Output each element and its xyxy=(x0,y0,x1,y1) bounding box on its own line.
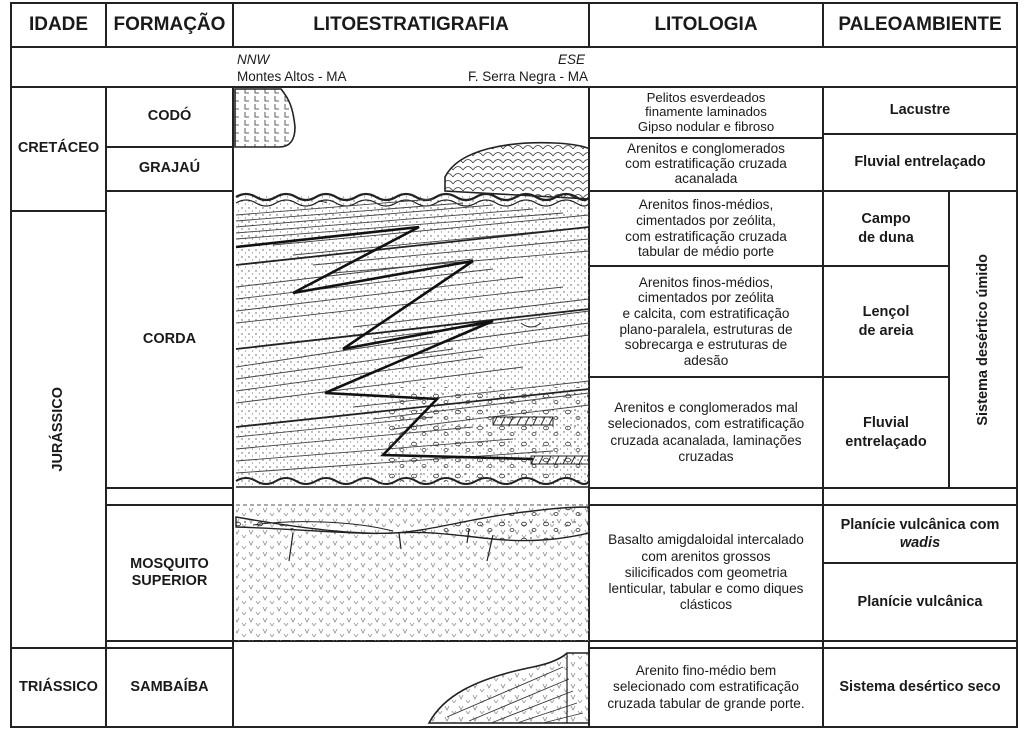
place-left: Montes Altos - MA xyxy=(237,69,347,84)
formation-codo: CODÓ xyxy=(147,108,192,125)
paleo-sistema-desertico-umido xyxy=(949,191,1017,488)
formation-corda: CORDA xyxy=(142,330,197,347)
codo-lens-shape xyxy=(235,89,295,147)
direction-left: NNW xyxy=(237,52,270,67)
lithology-codo: Pelitos esverdeados finamente laminados Gipso nodular e fibroso xyxy=(637,89,775,134)
sambaiba-sandstone-body xyxy=(429,653,589,723)
direction-right: ESE xyxy=(557,52,585,67)
formation-sambaiba: SAMBAÍBA xyxy=(130,678,209,695)
header-idade: IDADE xyxy=(28,14,89,35)
paleo-planicie-com-wadis-italic: wadis xyxy=(899,535,941,551)
paleo-planicie-com-wadis xyxy=(823,505,1017,563)
lithology-corda-3: Arenitos e conglomerados mal selecionados, com estratificação cruzada acanalada, laminações cruzadas xyxy=(607,399,805,464)
paleo-sistema-desertico-umido-label: Sistema desértico úmido xyxy=(974,253,991,426)
paleo-planicie-vulcanica: Planície vulcânica xyxy=(857,593,983,610)
lithology-grajau: Arenitos e conglomerados com estratificação cruzada acanalada xyxy=(625,141,787,186)
age-jurassico xyxy=(11,211,106,648)
paleo-fluvial-entrelacado-1: Fluvial entrelaçado xyxy=(854,154,986,171)
age-jurassico-label: JURÁSSICO xyxy=(49,387,66,472)
paleo-campo-de-duna: Campo de duna xyxy=(858,211,914,246)
mosquito-basalt-body xyxy=(236,505,589,641)
paleo-lacustre: Lacustre xyxy=(889,102,951,119)
paleo-lencol-de-areia: Lençol de areia xyxy=(858,304,914,339)
header-litoestratigrafia: LITOESTRATIGRAFIA xyxy=(313,14,509,35)
formation-mosquito-superior: MOSQUITO SUPERIOR xyxy=(130,555,209,589)
header-litologia: LITOLOGIA xyxy=(654,14,758,35)
place-right: F. Serra Negra - MA xyxy=(467,69,588,84)
lithology-sambaiba: Arenito fino-médio bem selecionado com estratificação cruzada tabular de grande porte. xyxy=(607,663,805,711)
grajau-lens-shape xyxy=(445,143,589,199)
paleo-fluvial-entrelacado-2: Fluvial entrelaçado xyxy=(845,415,927,450)
age-triassico: TRIÁSSICO xyxy=(19,678,98,695)
lithology-mosquito: Basalto amigdaloidal intercalado com arenitos grossos silicificados com geometria lenticular, tabular e como diques clásticos xyxy=(608,532,804,613)
corda-sandstone-body xyxy=(236,194,589,487)
formation-grajau: GRAJAÚ xyxy=(138,160,201,177)
age-cretaceo: CRETÁCEO xyxy=(17,140,100,157)
lithology-corda-2: Arenitos finos-médios, cimentados por zeólita e calcita, com estratificação plano-paralela, estruturas de sobrecarga e estruturas de adesão xyxy=(619,274,793,368)
lithostratigraphic-section xyxy=(233,87,589,727)
paleo-sistema-desertico-seco: Sistema desértico seco xyxy=(839,679,1001,696)
paleo-planicie-com-wadis-prefix: Planície vulcânica com xyxy=(840,516,1000,533)
header-formacao: FORMAÇÃO xyxy=(113,14,226,35)
header-paleoambiente: PALEOAMBIENTE xyxy=(838,14,1002,35)
lithology-corda-1: Arenitos finos-médios, cimentados por zeólita, com estratificação cruzada tabular de médio porte xyxy=(625,197,787,260)
